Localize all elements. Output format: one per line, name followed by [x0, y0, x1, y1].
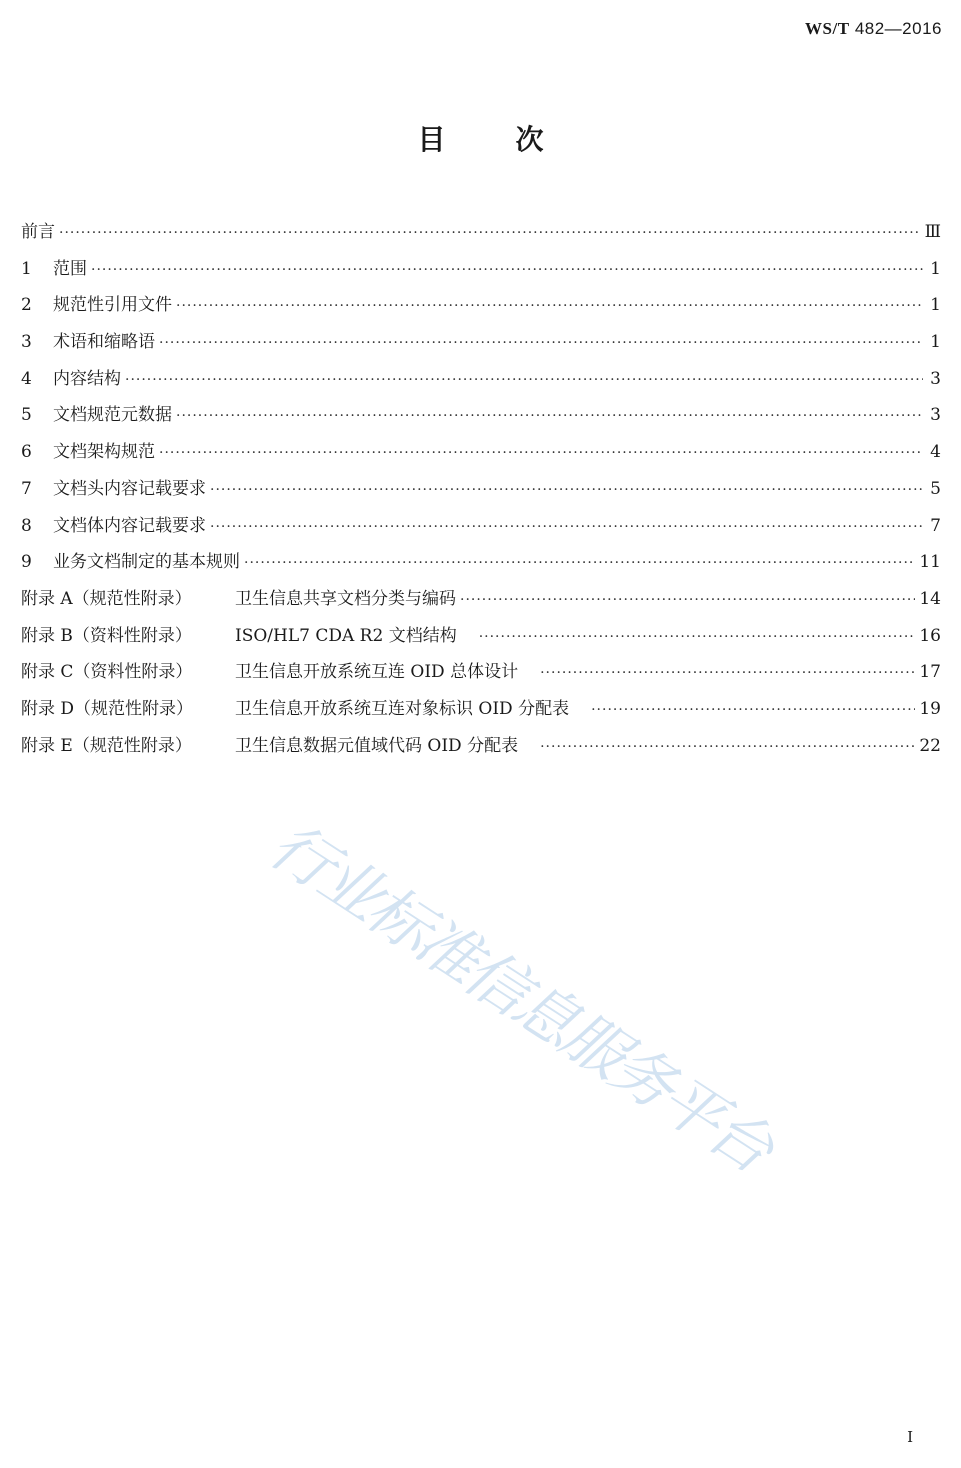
toc-entry-text: ISO/HL7 CDA R2 文档结构: [235, 625, 457, 646]
dot-leader: [540, 729, 915, 766]
title-char-2: 次: [515, 123, 544, 156]
page-title: [0, 118, 961, 158]
toc-page-number: 5: [930, 478, 941, 499]
dot-leader: [59, 215, 921, 252]
toc-page-number: 11: [919, 552, 941, 573]
toc-entry-text: 卫生信息开放系统互连对象标识 OID 分配表: [235, 698, 570, 719]
dot-leader: [479, 619, 916, 656]
toc-entry[interactable]: [21, 434, 941, 471]
standard-code: [805, 19, 942, 39]
toc-entry-text: 规范性引用文件: [53, 295, 172, 316]
dot-leader: [91, 252, 923, 289]
toc-entry[interactable]: [21, 508, 941, 545]
toc-entry-text: 范围: [53, 258, 87, 279]
appendix-label: 附录 B（资料性附录）: [21, 625, 192, 646]
title-char-1: 目: [417, 123, 446, 156]
toc-entry-number: 9: [21, 552, 32, 573]
table-of-contents: [21, 214, 941, 764]
toc-page-number: 1: [930, 258, 941, 279]
toc-entry[interactable]: [21, 471, 941, 508]
toc-entry-number: 1: [21, 258, 32, 279]
toc-entry-text: 文档架构规范: [53, 442, 155, 463]
dot-leader: [540, 655, 915, 692]
dot-leader: [125, 362, 923, 399]
toc-entry[interactable]: [21, 544, 941, 581]
toc-entry-text: 文档规范元数据: [53, 405, 172, 426]
toc-appendix-entry[interactable]: [21, 581, 941, 618]
toc-page-number: 22: [919, 735, 941, 756]
toc-entry-text: 卫生信息共享文档分类与编码: [235, 588, 456, 609]
toc-entry-text: 内容结构: [53, 368, 121, 389]
toc-page-number: 16: [919, 625, 941, 646]
toc-entry-text: 卫生信息数据元值域代码 OID 分配表: [235, 735, 519, 756]
appendix-label: 附录 A（规范性附录）: [21, 588, 192, 609]
appendix-label: 附录 D（规范性附录）: [21, 698, 194, 719]
dot-leader: [244, 545, 915, 582]
toc-page-number: 14: [919, 588, 941, 609]
toc-entry[interactable]: [21, 324, 941, 361]
appendix-label: 附录 C（资料性附录）: [21, 662, 193, 683]
toc-page-number: 17: [919, 662, 941, 683]
toc-entry-text: 文档体内容记载要求: [53, 515, 206, 536]
toc-appendix-entry[interactable]: [21, 728, 941, 765]
dot-leader: [460, 582, 915, 619]
toc-appendix-entry[interactable]: [21, 691, 941, 728]
dot-leader: [176, 288, 923, 325]
appendix-label: 附录 E（规范性附录）: [21, 735, 192, 756]
page-number: I: [907, 1428, 913, 1446]
toc-entry-number: 7: [21, 478, 32, 499]
dot-leader: [159, 325, 923, 362]
toc-entry[interactable]: [21, 251, 941, 288]
toc-entry[interactable]: [21, 397, 941, 434]
toc-page-number: 3: [930, 405, 941, 426]
toc-entry-preface[interactable]: [21, 214, 941, 251]
dot-leader: [210, 472, 923, 509]
standard-prefix: WS/T: [805, 19, 850, 38]
toc-entry-text: 卫生信息开放系统互连 OID 总体设计: [235, 662, 519, 683]
dot-leader: [210, 509, 923, 546]
toc-appendix-entry[interactable]: [21, 654, 941, 691]
toc-entry-number: 6: [21, 442, 32, 463]
dot-leader: [159, 435, 923, 472]
toc-entry-text: 术语和缩略语: [53, 332, 155, 353]
toc-entry-number: 4: [21, 368, 32, 389]
toc-appendix-entry[interactable]: [21, 618, 941, 655]
toc-page-number: 3: [930, 368, 941, 389]
toc-entry[interactable]: [21, 361, 941, 398]
toc-entry-number: 2: [21, 295, 32, 316]
toc-page-number: Ⅲ: [924, 222, 941, 242]
toc-entry-text: 业务文档制定的基本规则: [53, 552, 240, 573]
toc-entry-number: 8: [21, 515, 32, 536]
dot-leader: [591, 692, 915, 729]
standard-number: 482—2016: [854, 19, 942, 38]
toc-page-number: 1: [930, 332, 941, 353]
toc-page-number: 19: [919, 698, 941, 719]
toc-entry-text: 文档头内容记载要求: [53, 478, 206, 499]
watermark: 行业标准信息服务平台: [257, 808, 784, 1186]
toc-page-number: 1: [930, 295, 941, 316]
toc-page-number: 7: [930, 515, 941, 536]
toc-entry-number: 3: [21, 332, 32, 353]
toc-page-number: 4: [930, 442, 941, 463]
dot-leader: [176, 398, 923, 435]
toc-entry[interactable]: [21, 287, 941, 324]
toc-entry-text: 前言: [21, 222, 55, 242]
toc-entry-number: 5: [21, 405, 32, 426]
